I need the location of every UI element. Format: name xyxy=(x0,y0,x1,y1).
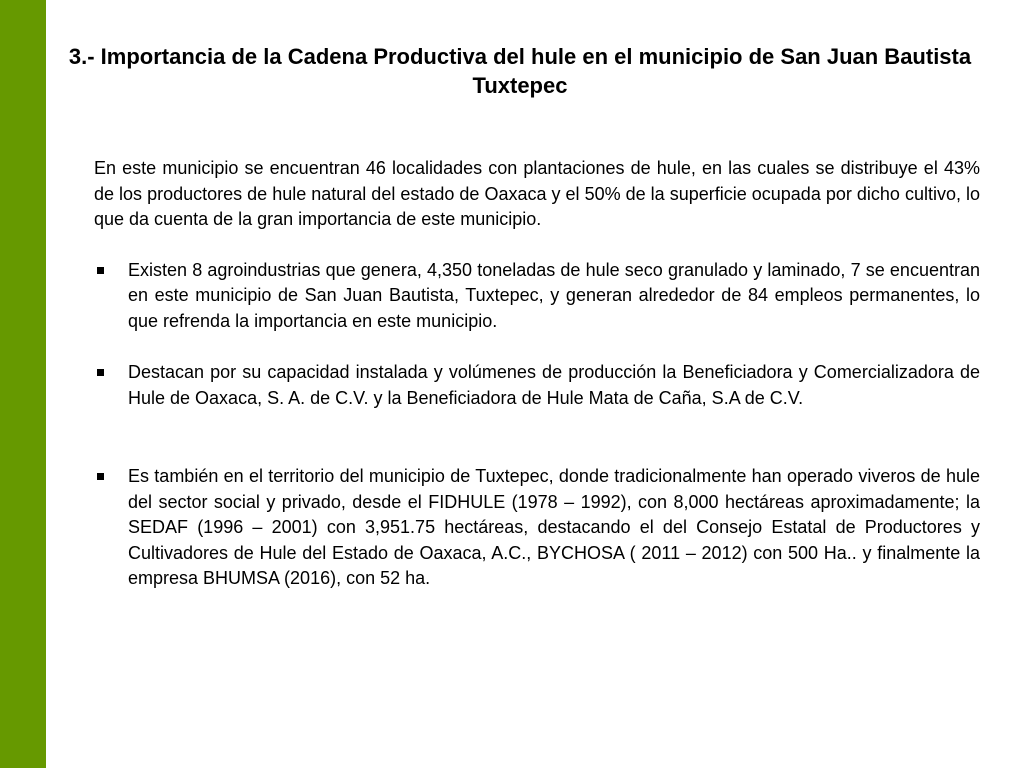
bullet-text: Es también en el territorio del municipio de Tuxtepec, donde tradicionalmente han operado viveros de hule del sector social y privado, desde el FIDHULE (1978 – 1992), con 8,000 hectáreas aproximadamente; la SEDAF (1996 – 2001) con 3,951.75 hectáreas, destacando el del Consejo Estatal de Productores y Cultivadores de Hule del Estado de Oaxaca, A.C., BYCHOSA ( 2011 – 2012) con 500 Ha.. y finalmente la empresa BHUMSA (2016), con 52 ha. xyxy=(128,466,980,588)
intro-paragraph: En este municipio se encuentran 46 localidades con plantaciones de hule, en las cuales se distribuye el 43% de los productores de hule natural del estado de Oaxaca y el 50% de la superficie ocupada por dicho cultivo, lo que da cuenta de la gran importancia de este municipio. xyxy=(94,158,980,229)
slide-title: 3.- Importancia de la Cadena Productiva del hule en el municipio de San Juan Bautista Tuxtepec xyxy=(68,44,972,98)
bullet-item-agroindustrias xyxy=(94,258,980,335)
square-bullet-icon xyxy=(97,473,104,480)
side-accent-bar xyxy=(0,0,46,768)
bullet-item-viveros xyxy=(94,464,980,592)
bullet-text: Existen 8 agroindustrias que genera, 4,350 toneladas de hule seco granulado y laminado, 7 se encuentran en este municipio de San Juan Bautista, Tuxtepec, y generan alrededor de 84 empleos permanentes, lo que refrenda la importancia en este municipio. xyxy=(128,259,980,331)
slide-content xyxy=(94,156,980,592)
square-bullet-icon xyxy=(97,267,104,274)
bullet-item-beneficiadoras xyxy=(94,360,980,411)
bullet-text: Destacan por su capacidad instalada y volúmenes de producción la Beneficiadora y Comercializadora de Hule de Oaxaca, S. A. de C.V. y la Beneficiadora de Hule Mata de Caña, S.A de C.V. xyxy=(128,362,980,408)
bullet-list xyxy=(94,258,980,592)
square-bullet-icon xyxy=(97,369,104,376)
